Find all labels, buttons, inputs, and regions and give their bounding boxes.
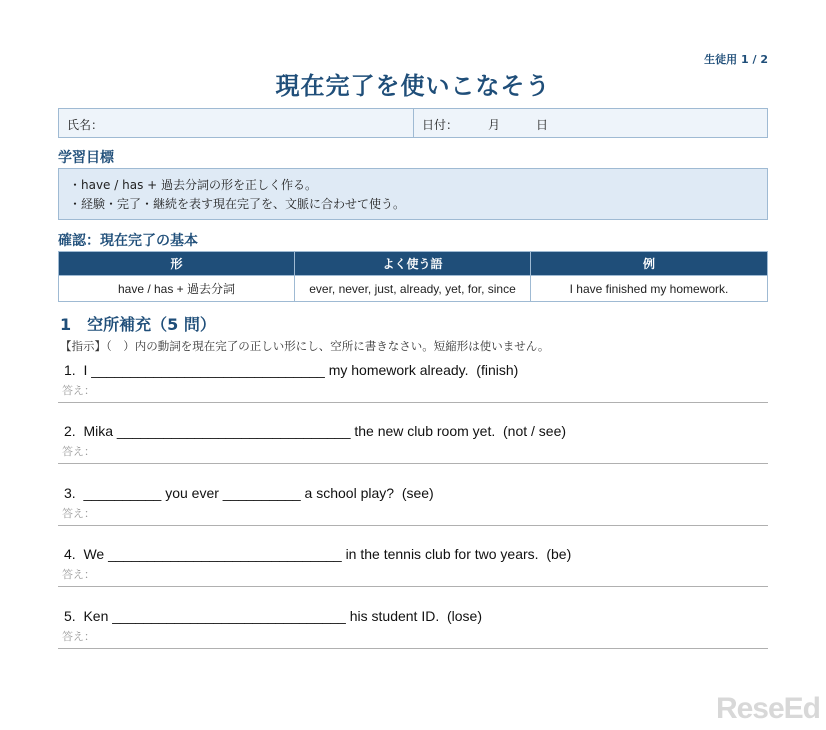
page-number-tag: 生徒用 1 / 2: [704, 53, 768, 66]
worksheet-title: 現在完了を使いこなそう: [275, 72, 551, 100]
table-cell-form: have / has + 過去分詞: [59, 276, 295, 302]
question-text: 4. We ______________________________ in the tennis club for two years. (be): [64, 546, 572, 562]
answer-line: [58, 586, 768, 587]
answer-field[interactable]: 答え：: [62, 630, 95, 643]
answer-field[interactable]: 答え：: [62, 507, 95, 520]
question-text: 2. Mika ______________________________ the new club room yet. (not / see): [64, 423, 567, 439]
answer-field[interactable]: 答え：: [62, 568, 95, 581]
question-text: 3. __________ you ever __________ a school play? (see): [64, 485, 434, 501]
table-header-example: 例: [531, 252, 768, 276]
basics-heading: 確認：現在完了の基本: [58, 233, 198, 249]
answer-line: [58, 463, 768, 464]
table-row: [59, 276, 768, 302]
table-cell-words: ever, never, just, already, yet, for, since: [295, 276, 531, 302]
name-date-row: [58, 108, 768, 138]
resed-logo: ReseEd: [715, 692, 820, 725]
date-field[interactable]: 日付： 月 日: [422, 118, 549, 132]
answer-line: [58, 402, 768, 403]
answer-line: [58, 648, 768, 649]
goal-item: ・have / has + 過去分詞の形を正しく作る。: [69, 178, 318, 192]
answer-line: [58, 525, 768, 526]
basics-table: [58, 251, 768, 302]
goals-box: [58, 168, 768, 220]
table-cell-example: I have finished my homework.: [531, 276, 768, 302]
answer-field[interactable]: 答え：: [62, 445, 95, 458]
table-header-words: よく使う語: [295, 252, 531, 276]
question-text: 5. Ken ______________________________ his student ID. (lose): [64, 608, 483, 624]
goal-item: ・経験・完了・継続を表す現在完了を、文脈に合わせて使う。: [69, 197, 406, 211]
question-text: 1. I ______________________________ my homework already. (finish): [64, 362, 519, 378]
goals-heading: 学習目標: [58, 150, 114, 166]
answer-field[interactable]: 答え：: [62, 384, 95, 397]
section1-heading: 1 空所補充（5 問）: [60, 315, 216, 334]
instruction-text: 【指示】（ ）内の動詞を現在完了の正しい形にし、空所に書きなさい。短縮形は使いません。: [60, 339, 550, 353]
name-field[interactable]: 氏名：: [59, 109, 414, 137]
table-header-form: 形: [59, 252, 295, 276]
